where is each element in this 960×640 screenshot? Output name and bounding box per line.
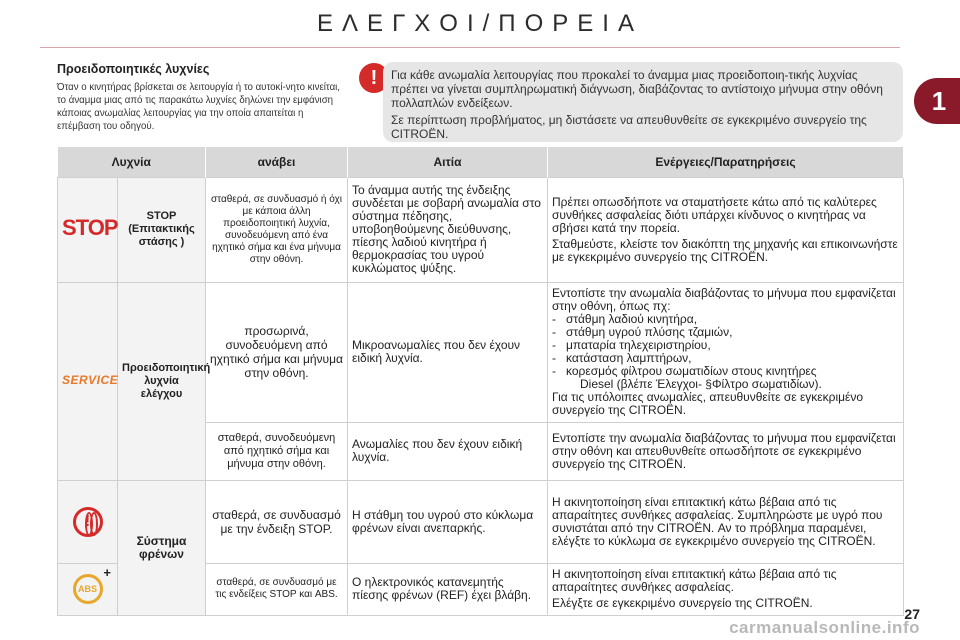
action-paragraph: Σταθμεύστε, κλείστε τον διακόπτη της μηχανής και επικοινωνήστε με εγκεκριμένο συνεργείο της CITROËN. — [552, 236, 898, 264]
cause-text: Το άναμμα αυτής της ένδειξης συνδέεται με σοβαρή ανωμαλία στο σύστημα πέδησης, υποβοηθούμενης διεύθυνσης, πίεσης λαδιού κινητήρα ή θερμοκρασίας του υγρού κυκλώματος ψύξης. — [348, 177, 548, 282]
action-text — [548, 282, 904, 422]
fault-list — [552, 313, 899, 378]
page-title: ΕΛΕΓΧΟΙ/ΠΟΡΕΙΑ — [317, 10, 643, 37]
abs-lamp-cell — [58, 563, 118, 615]
action-text — [548, 177, 904, 282]
list-item: - κορεσμός φίλτρου σωματιδίων στους κινητήρες — [552, 365, 899, 378]
warning-icon: ! — [359, 63, 389, 93]
action-paragraph: Για τις υπόλοιπες ανωμαλίες, απευθυνθείτε σε εγκεκριμένο συνεργείο της CITROËN. — [552, 390, 864, 417]
cause-text: Ανωμαλίες που δεν έχουν ειδική λυχνία. — [348, 422, 548, 480]
cause-text: Μικροανωμαλίες που δεν έχουν ειδική λυχνία. — [348, 282, 548, 422]
action-text: Η ακινητοποίηση είναι επιτακτική κάτω βέβαια από τις απαραίτητες συνθήκες ασφαλείας. Συμπληρώστε με υγρό που συνιστάται από την CITROËN. Αν το πρόβλημα παραμένει, ελέγξτε το κύκλωμα σε εγκεκριμένο συνεργείο της CITROËN. — [548, 480, 904, 563]
stop-icon: STOP — [62, 214, 118, 240]
lights-up-condition: προσωρινά, συνοδευόμενη από ηχητικό σήμα και μήνυμα στην οθόνη. — [206, 282, 348, 422]
list-item-continuation: Diesel (βλέπε Έλεγχοι- §Φίλτρο σωματιδίων). — [580, 377, 822, 391]
watermark: carmanualsonline.info — [729, 618, 920, 637]
brake-lamp-cell — [58, 480, 118, 563]
table-header-row — [58, 147, 904, 177]
lamp-name: Προειδοποιητική λυχνία ελέγχου — [118, 282, 206, 480]
chapter-tab[interactable]: 1 — [914, 78, 960, 124]
header-cause: Αιτία — [348, 147, 548, 177]
intro-heading: Προειδοποιητικές λυχνίες — [57, 62, 210, 76]
list-item: - κατάσταση λαμπτήρων, — [552, 352, 899, 365]
page-number: 27 — [904, 606, 920, 622]
list-item: - στάθμη υγρού πλύσης τζαμιών, — [552, 326, 899, 339]
intro-section — [57, 62, 347, 133]
action-paragraph: Η ακινητοποίηση είναι επιτακτική κάτω βέβαια από τις απαραίτητες συνθήκες ασφαλείας. — [552, 567, 837, 594]
lamp-name: Σύστημα φρένων — [118, 480, 206, 615]
stop-lamp-cell — [58, 177, 118, 282]
cause-text: Ο ηλεκτρονικός κατανεμητής πίεσης φρένων (REF) έχει βλάβη. — [348, 563, 548, 615]
service-icon: SERVICE — [62, 373, 119, 387]
warning-paragraph: Για κάθε ανωμαλία λειτουργίας που προκαλεί το άναμμα μιας προειδοποιη-τικής λυχνίας πρέπει να γίνεται συμπληρωματική διάγνωση, διαβάζοντας το αντίστοιχο μήνυμα στην οθόνη πολλαπλών ενδείξεων. — [391, 68, 883, 110]
lights-up-condition: σταθερά, συνοδευόμενη από ηχητικό σήμα και μήνυμα στην οθόνη. — [206, 422, 348, 480]
table-row — [58, 282, 904, 422]
action-text: Εντοπίστε την ανωμαλία διαβάζοντας το μήνυμα που εμφανίζεται στην οθόνη και απευθυνθείτε οπωσδήποτε σε εγκεκριμένο συνεργείο της CITROËN. — [548, 422, 904, 480]
table-row — [58, 480, 904, 563]
warning-paragraph: Σε περίπτωση προβλήματος, μη διστάσετε να απευθυνθείτε σε εγκεκριμένο συνεργείο της CITROËN. — [391, 113, 867, 141]
list-item: - στάθμη λαδιού κινητήρα, — [552, 313, 899, 326]
lights-up-condition: σταθερά, σε συνδυασμό με τις ενδείξεις STOP και ABS. — [206, 563, 348, 615]
action-paragraph: Πρέπει οπωσδήποτε να σταματήσετε κάτω από τις καλύτερες συνθήκες ασφαλείας διότι υπάρχει κίνδυνος ο κινητήρας να σβήσει κατά την πορεία. — [552, 194, 877, 235]
list-item: - μπαταρία τηλεχειριστηρίου, — [552, 339, 899, 352]
header-lights-up: ανάβει — [206, 147, 348, 177]
warning-lights-table — [57, 147, 904, 616]
action-text — [548, 563, 904, 615]
header-actions: Ενέργειες/Παρατηρήσεις — [548, 147, 904, 177]
cause-text: Η στάθμη του υγρού στο κύκλωμα φρένων είναι ανεπαρκής. — [348, 480, 548, 563]
service-lamp-cell — [58, 282, 118, 480]
abs-icon: ABS — [73, 574, 103, 604]
lamp-name: STOP (Επιτακτικής στάσης ) — [118, 177, 206, 282]
warning-box — [383, 62, 903, 142]
header-lamp: Λυχνία — [58, 147, 206, 177]
plus-icon: + — [103, 564, 111, 580]
title-divider — [40, 47, 900, 48]
lights-up-condition: σταθερά, σε συνδυασμό ή όχι με κάποια άλλη προειδοποιητική λυχνία, συνοδευόμενη από ένα ηχητικό σήμα και ένα μήνυμα στην οθόνη. — [206, 177, 348, 282]
intro-text: Όταν ο κινητήρας βρίσκεται σε λειτουργία ή το αυτοκί-νητο κινείται, το άναμμα μιας από τις παρακάτω λυχνίες δηλώνει την εμφάνιση κάποιας ανωμαλίας λειτουργίας για την οποία απαιτείται η επέμβαση του οδηγού. — [57, 81, 341, 132]
action-paragraph: Ελέγξτε σε εγκεκριμένο συνεργείο της CITROËN. — [552, 596, 813, 610]
table-row — [58, 177, 904, 282]
action-paragraph: Εντοπίστε την ανωμαλία διαβάζοντας το μήνυμα που εμφανίζεται στην οθόνη, όπως πχ: — [552, 286, 896, 313]
lights-up-condition: σταθερά, σε συνδυασμό με την ένδειξη STOP. — [206, 480, 348, 563]
brake-warning-icon: ! — [73, 507, 103, 537]
